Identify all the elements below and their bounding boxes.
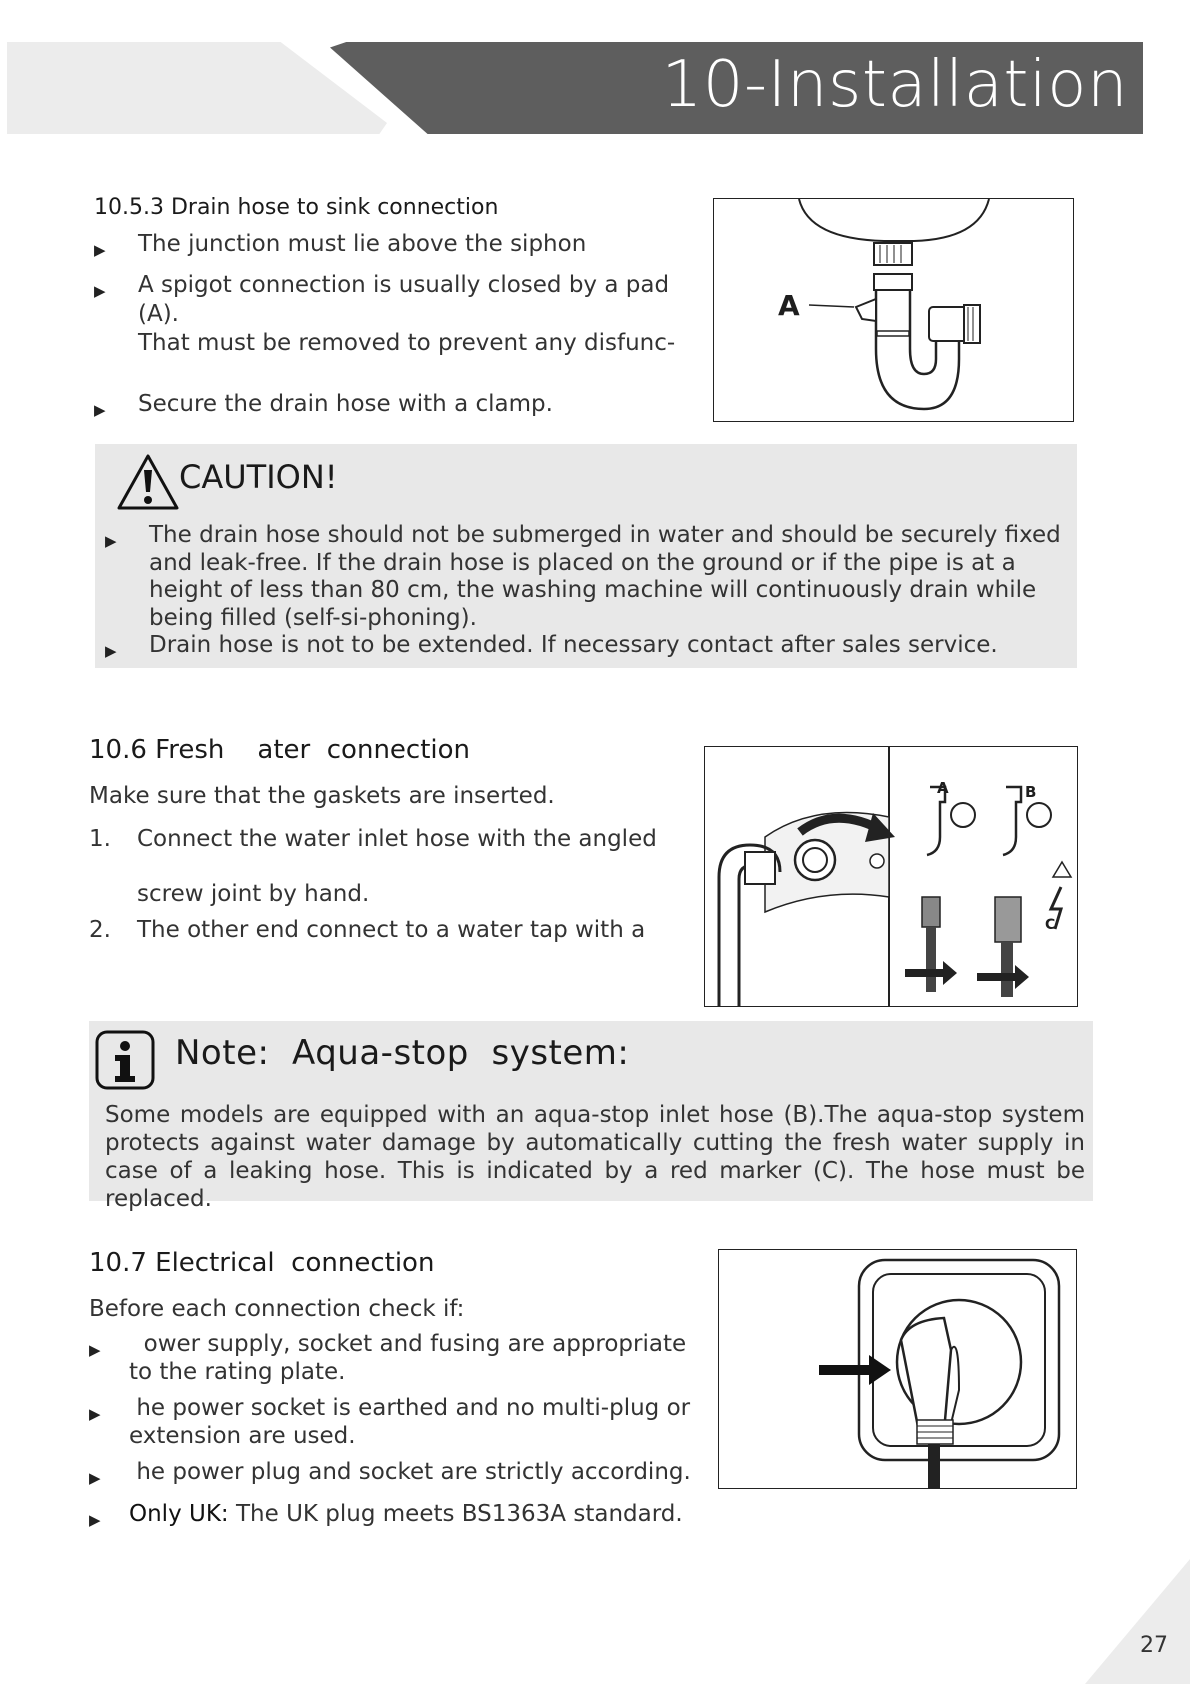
bullet-text: Only UK: The UK plug meets BS1363A standard. [129,1501,683,1527]
drain-heading: 10.5.3 Drain hose to sink connection [94,195,499,220]
list-item [89,1330,701,1386]
siphon-illustration [714,199,1073,421]
list-item [89,916,689,945]
page-number: 27 [1140,1633,1168,1658]
step-text: The other end connect to a water tap with a [137,917,646,943]
list-item [89,1458,701,1492]
electrical-heading: 10.7 Electrical connection [89,1248,435,1278]
triangle-bullet-icon: ▶ [89,1511,101,1529]
bullet-text: The drain hose should not be submerged in water and should be securely fixed and leak-free. If the drain hose is placed on the ground or if the pipe is at a height of less than 80 cm, the washing machine will continuously drain while being filled (self-si-phoning). [149,522,1061,631]
step-text: Connect the water inlet hose with the angled [137,826,657,852]
bullet-text: he power socket is earthed and no multi-plug or extension are used. [129,1395,698,1449]
note-title: Note: Aqua-stop system: [175,1033,630,1073]
header-light-band [7,42,387,134]
water-inlet-illustration [705,747,1077,1006]
tap-label-b: B [1025,783,1037,801]
list-item [89,880,689,909]
drain-bullet-list [94,230,694,425]
step-text-cont: screw joint by hand. [137,881,370,907]
water-inlet-figure [704,746,1078,1007]
note-box [89,1021,1093,1212]
siphon-figure [713,198,1074,422]
bullet-text: ower supply, socket and fusing are appropriate to the rating plate. [129,1331,694,1385]
list-item [94,390,694,425]
list-item [94,271,694,358]
pad-label-a: A [778,289,800,322]
list-item [105,632,1070,666]
list-item [105,522,1070,632]
chapter-title: 10-Installation [661,48,1128,122]
triangle-bullet-icon: ▶ [94,401,106,419]
info-icon [95,1030,155,1090]
socket-figure [718,1249,1077,1489]
electrical-intro: Before each connection check if: [89,1296,465,1322]
caution-box [95,444,1077,668]
bullet-text: Drain hose is not to be extended. If necessary contact after sales service. [149,632,998,658]
socket-illustration [719,1250,1076,1488]
triangle-bullet-icon: ▶ [89,1405,101,1423]
fresh-water-steps [89,825,689,945]
bullet-text: A spigot connection is usually closed by a pad (A). That must be removed to prevent any disfunc- [138,272,676,356]
triangle-bullet-icon: ▶ [94,282,106,300]
electrical-bullet-list [89,1330,701,1534]
step-number: 2. [89,917,111,943]
list-item [89,1394,701,1450]
bullet-text: The junction must lie above the siphon [138,231,587,257]
list-item [89,825,689,854]
step-number: 1. [89,826,111,852]
list-item [89,1500,701,1534]
page-corner [1085,1559,1190,1684]
triangle-bullet-icon: ▶ [89,1469,101,1487]
fresh-water-heading: 10.6 Fresh ater connection [89,735,471,765]
marker-label-c: C [1045,917,1056,933]
bullet-text: he power plug and socket are strictly according. [129,1459,691,1485]
caution-bullet-list [105,522,1070,666]
triangle-bullet-icon: ▶ [105,532,117,550]
triangle-bullet-icon: ▶ [94,241,106,259]
caution-title: CAUTION! [179,458,338,496]
fresh-water-intro: Make sure that the gaskets are inserted. [89,783,555,809]
list-item [94,230,694,265]
tap-label-a: A [937,779,949,797]
bullet-text: Secure the drain hose with a clamp. [138,391,553,417]
triangle-bullet-icon: ▶ [105,642,117,660]
note-text: Some models are equipped with an aqua-stop inlet hose (B).The aqua-stop system protects against water damage by automatically cutting the fresh water supply in case of a leaking hose. This is indicated by a red marker (C). The hose must be replaced. [105,1102,1085,1212]
warning-triangle-icon [115,452,181,512]
triangle-bullet-icon: ▶ [89,1341,101,1359]
